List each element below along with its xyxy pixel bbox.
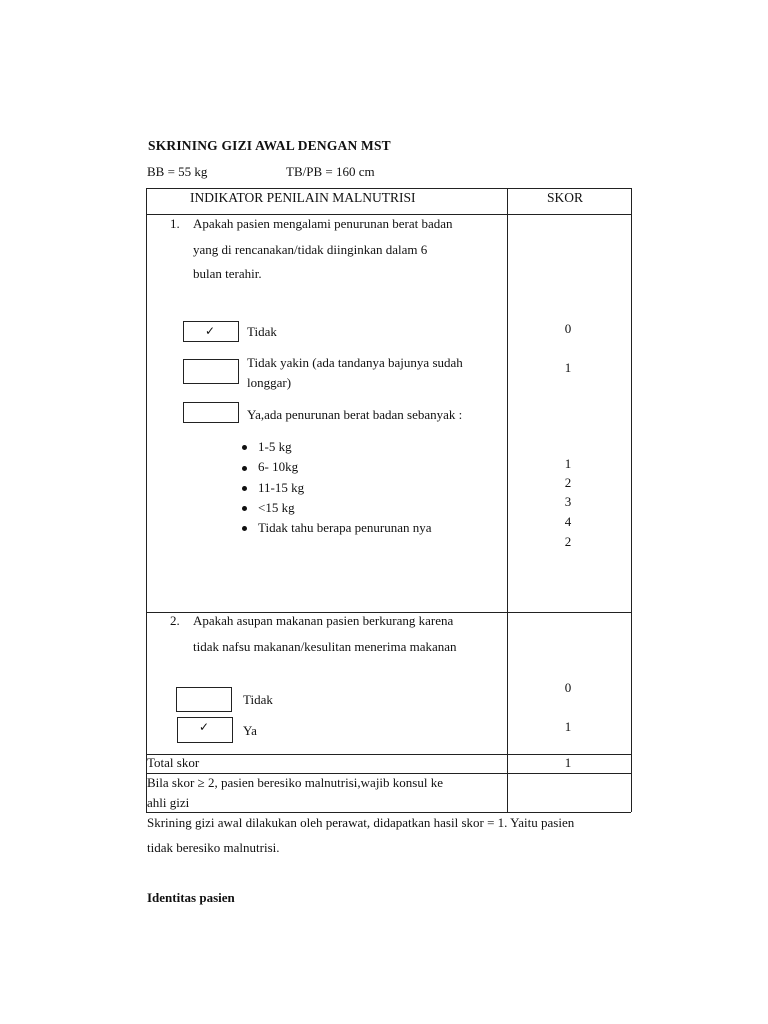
q1-sub-score: 2 xyxy=(564,475,572,490)
section-heading-identitas: Identitas pasien xyxy=(147,890,235,905)
q2-option-tidak-label: Tidak xyxy=(243,692,273,707)
bullet-icon xyxy=(242,526,247,531)
total-score-value: 1 xyxy=(564,755,572,770)
q1-option-tidak-yakin-label-line-1: Tidak yakin (ada tandanya bajunya sudah xyxy=(247,355,463,370)
q2-option-tidak-score: 0 xyxy=(564,680,572,695)
list-item: Tidak tahu berapa penurunan nya xyxy=(258,520,432,535)
checkmark-icon: ✓ xyxy=(199,720,210,734)
q1-option-tidak-yakin-label-line-2: longgar) xyxy=(247,375,292,390)
q2-option-ya-checkbox[interactable] xyxy=(177,717,233,743)
header-score: SKOR xyxy=(547,190,584,205)
q1-number: 1. xyxy=(170,216,180,231)
q1-option-tidak-yakin-checkbox[interactable] xyxy=(183,359,239,384)
q2-option-tidak-checkbox[interactable] xyxy=(176,687,232,712)
q1-option-tidak-label: Tidak xyxy=(247,324,277,339)
q2-number: 2. xyxy=(170,613,180,628)
risk-note-line-2: ahli gizi xyxy=(147,795,190,810)
list-item: 11-15 kg xyxy=(258,480,305,495)
bullet-icon xyxy=(242,486,247,491)
header-indicator: INDIKATOR PENILAIN MALNUTRISI xyxy=(190,190,416,205)
q1-text-line-1: Apakah pasien mengalami penurunan berat badan xyxy=(193,216,453,231)
bullet-icon xyxy=(242,466,247,471)
q1-option-ya-checkbox[interactable] xyxy=(183,402,239,423)
q1-text-line-3: bulan terahir. xyxy=(193,266,262,281)
q1-sub-score: 1 xyxy=(564,456,572,471)
bullet-icon xyxy=(242,506,247,511)
conclusion-line-2: tidak beresiko malnutrisi. xyxy=(147,840,280,855)
risk-note-line-1: Bila skor ≥ 2, pasien beresiko malnutrisi,wajib konsul ke xyxy=(147,775,443,790)
list-item: <15 kg xyxy=(258,500,295,515)
q1-option-tidak-checkbox[interactable] xyxy=(183,321,239,342)
body-height-text: TB/PB = 160 cm xyxy=(286,164,375,179)
checkmark-icon: ✓ xyxy=(205,324,216,338)
q2-option-ya-label: Ya xyxy=(243,723,257,738)
list-item: 1-5 kg xyxy=(258,439,292,454)
q1-text-line-2: yang di rencanakan/tidak diinginkan dalam 6 xyxy=(193,242,428,257)
body-weight-text: BB = 55 kg xyxy=(147,164,208,179)
q2-option-ya-score: 1 xyxy=(564,719,572,734)
q1-option-ya-label: Ya,ada penurunan berat badan sebanyak : xyxy=(247,407,463,422)
q1-sub-score: 2 xyxy=(564,534,572,549)
q1-option-tidak-score: 0 xyxy=(564,321,572,336)
document-title: SKRINING GIZI AWAL DENGAN MST xyxy=(148,138,391,153)
q1-sub-score: 3 xyxy=(564,494,572,509)
q2-text-line-2: tidak nafsu makanan/kesulitan menerima makanan xyxy=(193,639,457,654)
list-item: 6- 10kg xyxy=(258,459,299,474)
q2-text-line-1: Apakah asupan makanan pasien berkurang karena xyxy=(193,613,454,628)
q1-option-tidak-yakin-score: 1 xyxy=(564,360,572,375)
conclusion-line-1: Skrining gizi awal dilakukan oleh perawat, didapatkan hasil skor = 1. Yaitu pasien xyxy=(147,815,575,830)
q1-sub-score: 4 xyxy=(564,514,572,529)
bullet-icon xyxy=(242,445,247,450)
total-score-label: Total skor xyxy=(147,755,200,770)
